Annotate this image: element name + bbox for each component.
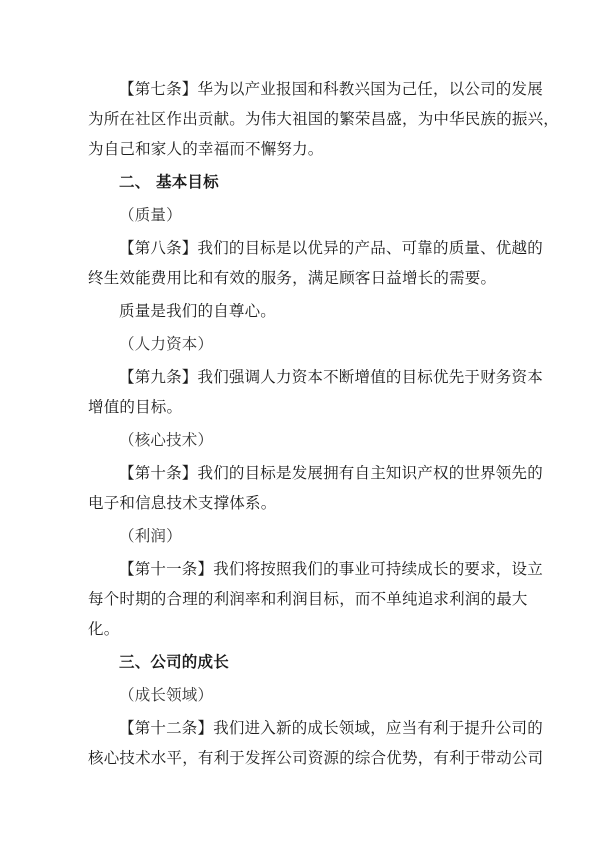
paragraph-line: 为自己和家人的幸福而不懈努力。 — [88, 140, 324, 158]
paragraph-line: 化。 — [88, 620, 120, 638]
paragraph-line: 【第十二条】我们进入新的成长领域，应当有利于提升公司的 — [119, 719, 543, 737]
article-9 — [88, 362, 543, 422]
article-10 — [88, 458, 543, 518]
subheading-quality: （质量） — [119, 206, 182, 224]
paragraph-line: 【第十一条】我们将按照我们的事业可持续成长的要求，设立 — [119, 560, 543, 578]
paragraph-line: 终生效能费用比和有效的服务，满足顾客日益增长的需要。 — [88, 269, 497, 287]
subheading-growth-areas: （成长领域） — [119, 686, 214, 704]
article-7 — [88, 74, 560, 164]
paragraph-line: 【第七条】华为以产业报国和科教兴国为己任，以公司的发展 — [119, 80, 543, 98]
paragraph-line: 【第十条】我们的目标是发展拥有自主知识产权的世界领先的 — [119, 464, 543, 482]
document-body — [88, 74, 560, 773]
paragraph-line: 每个时期的合理的利润率和利润目标，而不单纯追求利润的最大 — [88, 590, 528, 608]
paragraph-line: 【第九条】我们强调人力资本不断增值的目标优先于财务资本 — [119, 368, 543, 386]
section-heading-basic-goals: 二、 基本目标 — [119, 173, 219, 191]
paragraph-line: 电子和信息技术支撑体系。 — [88, 494, 277, 512]
paragraph-line: 【第八条】我们的目标是以优异的产品、可靠的质量、优越的 — [119, 239, 543, 257]
paragraph-line: 增值的目标。 — [88, 398, 183, 416]
subheading-core-technology: （核心技术） — [119, 431, 214, 449]
paragraph-line: 质量是我们的自尊心。 — [119, 302, 277, 320]
subheading-human-capital: （人力资本） — [119, 335, 214, 353]
paragraph-line: 为所在社区作出贡献。为伟大祖国的繁荣昌盛，为中华民族的振兴， — [88, 110, 560, 128]
article-8 — [88, 233, 543, 293]
article-12 — [88, 713, 544, 773]
paragraph-line: 核心技术水平，有利于发挥公司资源的综合优势，有利于带动公司 — [88, 749, 544, 767]
article-11 — [88, 554, 543, 644]
subheading-profit: （利润） — [119, 527, 182, 545]
quality-statement — [88, 296, 520, 326]
section-heading-company-growth: 三、公司的成长 — [119, 653, 229, 671]
